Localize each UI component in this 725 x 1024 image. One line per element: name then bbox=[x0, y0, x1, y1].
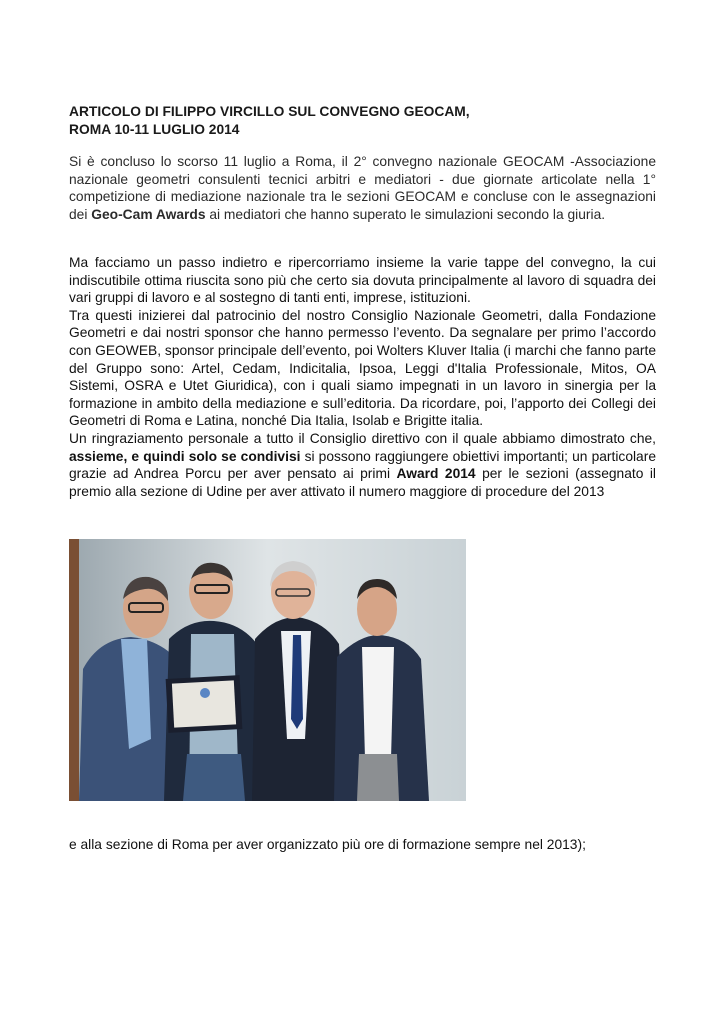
article-body bbox=[69, 254, 656, 500]
p3-text-a: Un ringraziamento personale a tutto il Consiglio direttivo con il quale abbiamo dimostrato che, bbox=[69, 430, 656, 446]
intro-bold-awards: Geo-Cam Awards bbox=[91, 206, 206, 222]
award-photo bbox=[69, 539, 466, 801]
p3-text-b: si possono raggiungere obiettivi importanti; un particolare grazie ad Andrea Porcu per aver pensato ai primi bbox=[69, 448, 656, 482]
intro-text-a: Si è concluso lo scorso 11 luglio a Roma, il 2° convegno nazionale GEOCAM -Associazione nazionale geometri consulenti tecnici arbitri e mediatori - due giornate articolate nella 1° competizione di mediazione nazionale tra le sezioni GEOCAM e concluse con le assegnazioni dei bbox=[69, 154, 656, 222]
award-plaque bbox=[166, 675, 243, 733]
title-line-1: ARTICOLO DI FILIPPO VIRCILLO SUL CONVEGNO GEOCAM, bbox=[69, 104, 470, 119]
award-photo-illustration bbox=[69, 539, 466, 801]
p3-bold-a: assieme, e quindi solo se condivisi bbox=[69, 448, 301, 464]
body-paragraph-1: Ma facciamo un passo indietro e ripercorriamo insieme la varie tappe del convegno, la cui indiscutibile ottima riuscita sono più che certo sia dovuta principalmente al lavoro di squadra dei vari gruppi di lavoro e al sostegno di tanti enti, imprese, istituzioni. bbox=[69, 255, 656, 306]
body-paragraph-2: Tra questi inizierei dal patrocinio del nostro Consiglio Nazionale Geometri, dalla Fondazione Geometri e dai nostri sponsor che hanno permesso l’evento. Da segnalare per primo l’accordo con GEOWEB, sponsor principale dell’evento, poi Wolters Kluver Italia (i marchi che fanno parte del Gruppo sono: Artel, Cedam, Indicitalia, Ipsoa, Leggi d'Italia Professionale, Mitos, OA Sistemi, OSRA e Utet Giuridica), con i quali siamo impegnati in un lavoro in sinergia per la formazione in ambito della mediazione e sull’editoria. Da ricordare, poi, l’apporto dei Collegi dei Geometri di Roma e Latina, nonché Dia Italia, Isolab e Brigitte italia. bbox=[69, 307, 656, 429]
photo-caption-text: e alla sezione di Roma per aver organizzato più ore di formazione sempre nel 2013); bbox=[69, 837, 586, 852]
article-title bbox=[69, 103, 669, 139]
intro-text-b: ai mediatori che hanno superato le simulazioni secondo la giuria. bbox=[205, 206, 606, 222]
p3-text-c: per le sezioni (assegnato il premio alla sezione di Udine per aver attivato il numero maggiore di procedure del 2013 bbox=[69, 466, 656, 499]
intro-paragraph bbox=[69, 153, 656, 223]
title-line-2: ROMA 10-11 LUGLIO 2014 bbox=[69, 122, 240, 137]
p3-bold-award: Award 2014 bbox=[396, 466, 476, 482]
body-paragraph-3 bbox=[69, 430, 656, 500]
